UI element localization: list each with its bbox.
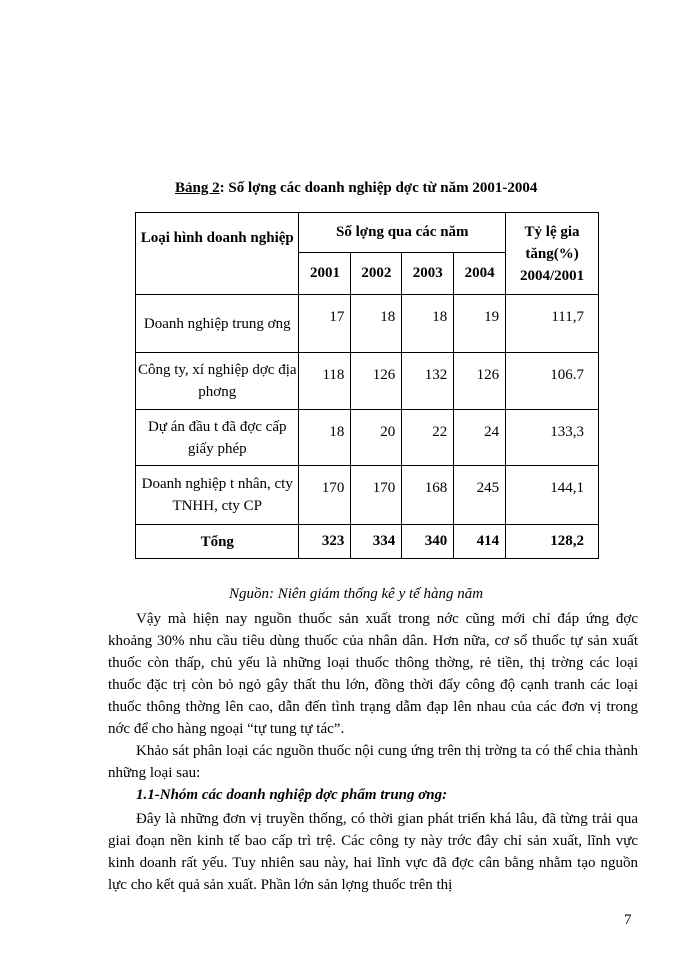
header-year-2004: 2004 [454, 253, 506, 295]
total-label: Tổng [136, 525, 299, 559]
enterprise-count-table [135, 212, 599, 559]
cell-2001: 170 [299, 466, 351, 525]
cell-2001: 118 [299, 353, 351, 410]
row-name: Công ty, xí nghiệp dợc địa phơng [136, 353, 299, 410]
row-name: Dự án đầu t đã đợc cấp giấy phép [136, 410, 299, 466]
cell-2004: 126 [454, 353, 506, 410]
cell-2003: 22 [402, 410, 454, 466]
cell-2002: 126 [351, 353, 402, 410]
body-paragraph: Khảo sát phân loại các nguồn thuốc nội cung ứng trên thị trờng ta có thể chia thành những loại sau: [108, 743, 638, 781]
table-row [136, 410, 599, 466]
cell-2002: 170 [351, 466, 402, 525]
cell-2003: 168 [402, 466, 454, 525]
cell-growth: 144,1 [506, 466, 599, 525]
total-2003: 340 [402, 525, 454, 559]
section-heading: 1.1-Nhóm các doanh nghiệp dợc phẩm trung ơng: [136, 787, 448, 803]
table-caption-label: Bảng 2 [175, 180, 220, 196]
table-total-row [136, 525, 599, 559]
table-source-note: Nguồn: Niên giám thống kê y tế hàng năm [229, 586, 484, 602]
header-year-2002: 2002 [351, 253, 402, 295]
cell-growth: 133,3 [506, 410, 599, 466]
cell-2002: 18 [351, 295, 402, 353]
cell-growth: 106.7 [506, 353, 599, 410]
row-name: Doanh nghiệp t nhân, cty TNHH, cty CP [136, 466, 299, 525]
cell-2004: 19 [454, 295, 506, 353]
body-paragraph: Đây là những đơn vị truyền thống, có thời gian phát triển khá lâu, đã từng trải qua giai đoạn nền kinh tế bao cấp trì trệ. Các công ty này trớc đây chỉ sản xuất, lĩnh vực kinh doanh rất yếu. Tuy nhiên sau này, hai lĩnh vực đã đợc cân bằng nhằm tạo nguồn lực cho kết quả sản xuất. Phần lớn sản lợng thuốc trên thị [108, 811, 638, 893]
header-type: Loại hình doanh nghiệp [136, 213, 299, 295]
header-year-2001: 2001 [299, 253, 351, 295]
table-row [136, 295, 599, 353]
cell-2004: 245 [454, 466, 506, 525]
header-count: Số lợng qua các năm [299, 213, 506, 253]
cell-2002: 20 [351, 410, 402, 466]
header-growth: Tỷ lệ gia tăng(%) 2004/2001 [506, 213, 599, 295]
total-2004: 414 [454, 525, 506, 559]
table-caption-text: : Số lợng các doanh nghiệp dợc từ năm 2001-2004 [219, 180, 538, 196]
header-year-2003: 2003 [402, 253, 454, 295]
cell-2001: 17 [299, 295, 351, 353]
row-name: Doanh nghiệp trung ơng [136, 295, 299, 353]
total-growth: 128,2 [506, 525, 599, 559]
table-row [136, 466, 599, 525]
table-row [136, 353, 599, 410]
table-caption [175, 180, 537, 197]
cell-growth: 111,7 [506, 295, 599, 353]
cell-2003: 18 [402, 295, 454, 353]
total-2002: 334 [351, 525, 402, 559]
cell-2004: 24 [454, 410, 506, 466]
page-number: 7 [624, 912, 632, 928]
total-2001: 323 [299, 525, 351, 559]
cell-2003: 132 [402, 353, 454, 410]
body-paragraph: Vậy mà hiện nay nguồn thuốc sản xuất trong nớc cũng mới chỉ đáp ứng đợc khoảng 30% nhu cầu tiêu dùng thuốc của nhân dân. Hơn nữa, cơ số thuốc tự sản xuất thuốc còn thấp, chủ yếu là những loại thuốc thông thờng, rẻ tiền, thị trờng các loại thuốc đặc trị còn bỏ ngỏ gây thất thu lớn, đồng thời đẩy công độ cạnh tranh các loại thuốc thông thờng lên cao, dẫn đến tình trạng dẫm đạp lên nhau của các đơn vị trong nớc để cho hàng ngoại “tự tung tự tác”. [108, 611, 638, 737]
cell-2001: 18 [299, 410, 351, 466]
